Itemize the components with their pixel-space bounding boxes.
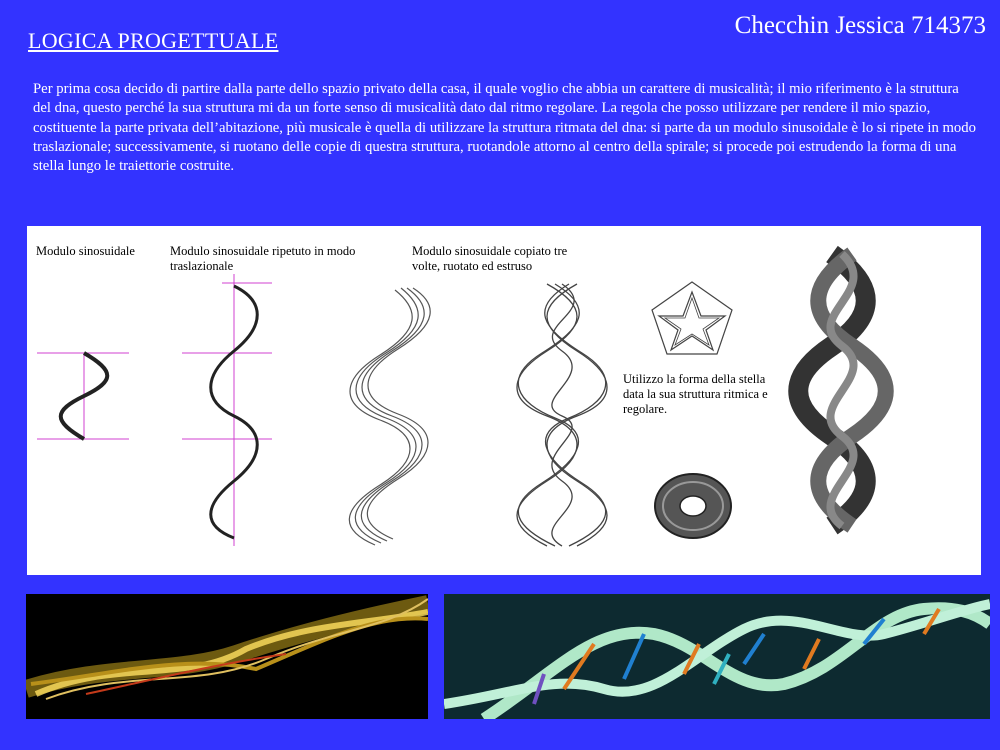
braided-column: [517, 284, 607, 546]
intro-paragraph: Per prima cosa decido di partire dalla parte dello spazio privato della casa, il quale voglio che abbia un carattere di musicalità; il mio riferimento è la struttura del dna, questo perché la sua struttura mi da un forte senso di musicalità dato dal ritmo regolare. La regola che posso utilizzare per rendere il mio spazio, costituente la parte privata dell’abitazione, più musicale è quella di utilizzare la struttura ritmata del dna: si parte da un modulo sinusoidale è lo si ripete in modo traslazionale; successivamente, si ruotano delle copie di questra struttura, ruotandole attorno al centro della spirale; si procede poi estrudendo la forma di una stella lungo le traiettorie costruite.: [33, 81, 976, 175]
star-shape: [652, 282, 732, 354]
caption-module: Modulo sinosuidale: [36, 244, 135, 258]
page-title: LOGICA PROGETTUALE: [28, 28, 279, 53]
dna-helix-image: [444, 594, 990, 719]
single-sine-module: [37, 353, 129, 439]
caption-star: Utilizzo la forma della stella data la sua struttura ritmica e regolare.: [623, 372, 768, 416]
golden-helix-image: [26, 594, 428, 719]
author-name: Checchin Jessica 714373: [734, 12, 986, 39]
repeated-sine-module: [182, 274, 272, 546]
caption-repeated: Modulo sinosuidale ripetuto in modo traslazionale: [170, 244, 356, 273]
triple-rotated-helix: [349, 288, 430, 545]
ring-extrusion: [655, 474, 731, 538]
diagram-panel: [27, 226, 981, 575]
twisted-column-3d: [798, 254, 886, 526]
diagram-drawing: [27, 226, 981, 575]
caption-copied: Modulo sinosuidale copiato tre volte, ruotato ed estruso: [412, 244, 568, 273]
